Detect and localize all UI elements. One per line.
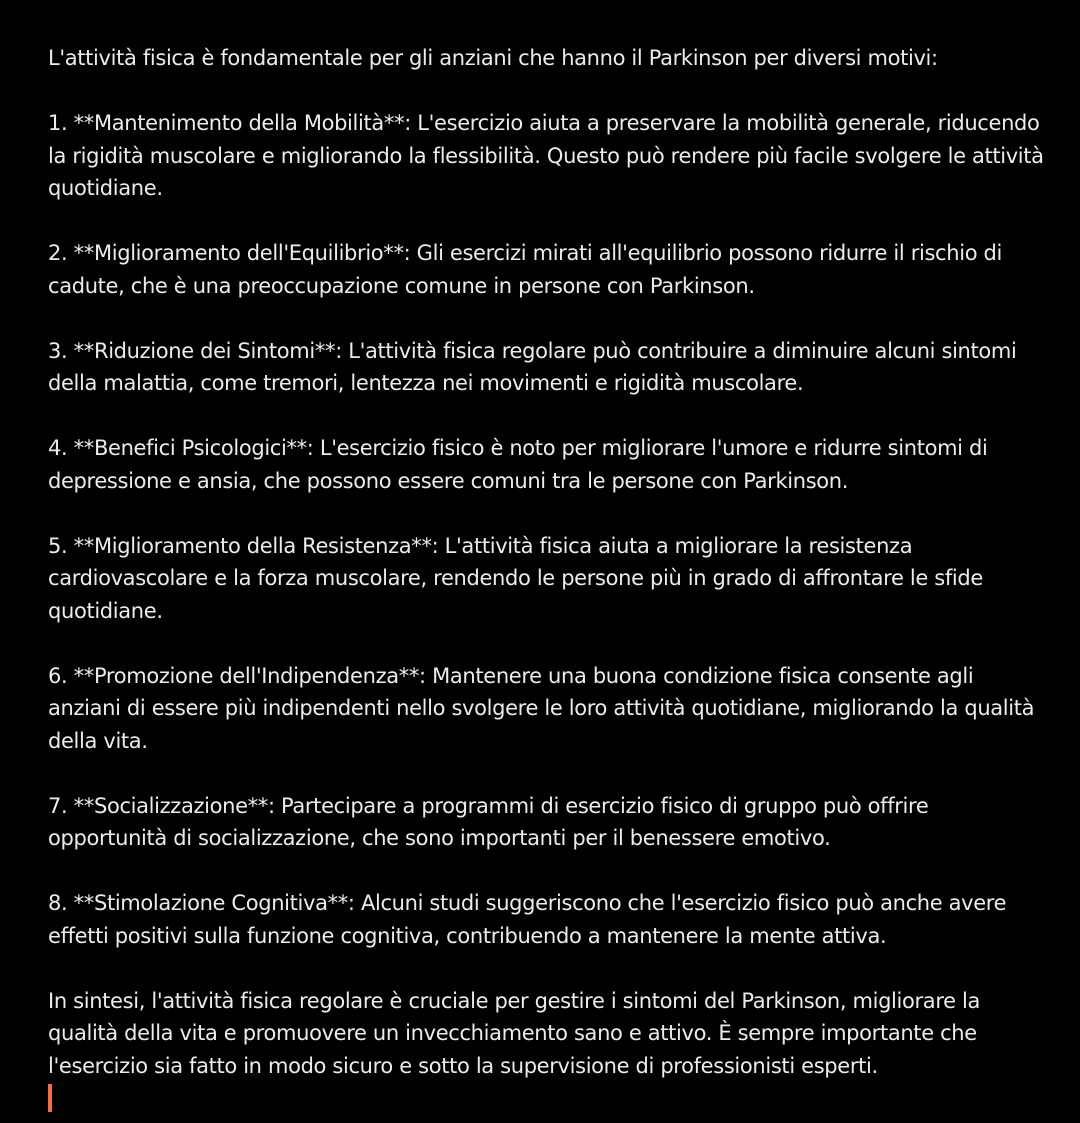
list-item-mobility: 1. **Mantenimento della Mobilità**: L'esercizio aiuta a preservare la mobilità generale, riducendo la rigidità muscolare e migliorando la flessibilità. Questo può rendere più facile svolgere le attività quotidiane. bbox=[48, 111, 1044, 200]
text-cursor bbox=[48, 1084, 52, 1112]
list-item-socialization: 7. **Socializzazione**: Partecipare a programmi di esercizio fisico di gruppo può offrire opportunità di socializzazione, che sono importanti per il benessere emotivo. bbox=[48, 793, 929, 850]
list-item-balance: 2. **Miglioramento dell'Equilibrio**: Gli esercizi mirati all'equilibrio possono ridurre il rischio di cadute, che è una preoccupazione comune in persone con Parkinson. bbox=[48, 241, 1002, 298]
list-item-endurance: 5. **Miglioramento della Resistenza**: L'attività fisica aiuta a migliorare la resistenza cardiovascolare e la forza muscolare, rendendo le persone più in grado di affrontare le sfide quotidiane. bbox=[48, 533, 983, 623]
list-item-symptoms: 3. **Riduzione dei Sintomi**: L'attività fisica regolare può contribuire a diminuire alcuni sintomi della malattia, come tremori, lentezza nei movimenti e rigidità muscolare. bbox=[48, 338, 1017, 395]
text-editor-area[interactable] bbox=[48, 42, 1048, 1112]
list-item-independence: 6. **Promozione dell'Indipendenza**: Mantenere una buona condizione fisica consente agli anziani di essere più indipendenti nello svolgere le loro attività quotidiane, migliorando la qualità della vita. bbox=[48, 663, 1035, 753]
list-item-psychological: 4. **Benefici Psicologici**: L'esercizio fisico è noto per migliorare l'umore e ridurre sintomi di depressione e ansia, che possono essere comuni tra le persone con Parkinson. bbox=[48, 436, 988, 493]
intro-paragraph: L'attività fisica è fondamentale per gli anziani che hanno il Parkinson per diversi motivi: bbox=[48, 46, 938, 70]
conclusion-paragraph: In sintesi, l'attività fisica regolare è cruciale per gestire i sintomi del Parkinson, migliorare la qualità della vita e promuovere un invecchiamento sano e attivo. È sempre importante che l'esercizio sia fatto in modo sicuro e sotto la supervisione di professionisti esperti. bbox=[48, 988, 981, 1078]
list-item-cognitive: 8. **Stimolazione Cognitiva**: Alcuni studi suggeriscono che l'esercizio fisico può anche avere effetti positivi sulla funzione cognitiva, contribuendo a mantenere la mente attiva. bbox=[48, 891, 1007, 948]
